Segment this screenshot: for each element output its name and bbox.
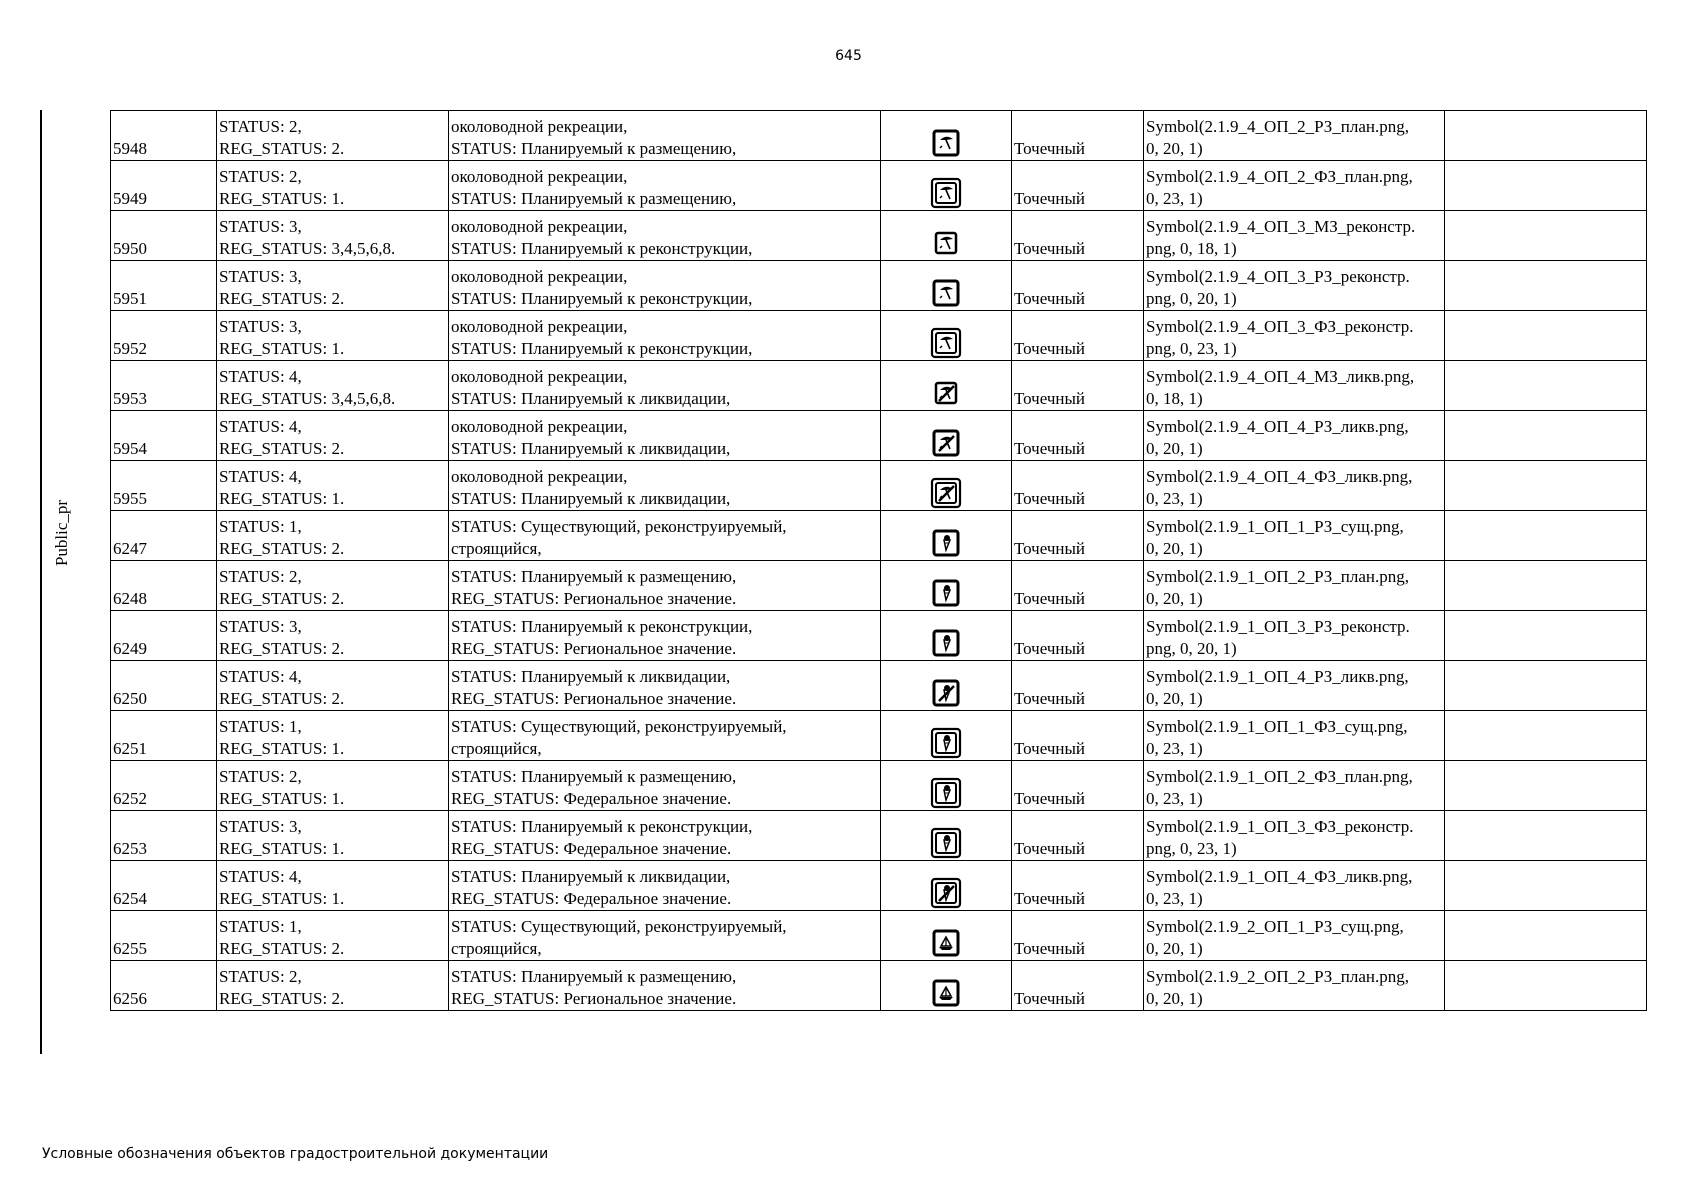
table-row bbox=[111, 511, 1647, 561]
reg-status-value: REG_STATUS: 1. bbox=[219, 189, 345, 208]
table-row bbox=[111, 611, 1647, 661]
status-value: STATUS: 4, bbox=[219, 467, 302, 486]
symbol-cell bbox=[881, 311, 1012, 361]
description-cell bbox=[449, 461, 881, 511]
description-cell bbox=[449, 211, 881, 261]
status-value: STATUS: 4, bbox=[219, 667, 302, 686]
symbol-cell bbox=[881, 961, 1012, 1011]
row-id: 6253 bbox=[111, 811, 217, 861]
description-line-2: строящийся, bbox=[451, 539, 542, 558]
umbrella-crossed-icon bbox=[929, 376, 963, 410]
type-cell: Точечный bbox=[1012, 361, 1144, 411]
description-line-2: REG_STATUS: Федеральное значение. bbox=[451, 889, 732, 908]
symbol-cell bbox=[881, 411, 1012, 461]
file-line-2: 0, 20, 1) bbox=[1146, 989, 1203, 1008]
symbol-cell bbox=[881, 911, 1012, 961]
status-cell bbox=[217, 161, 449, 211]
row-id: 6251 bbox=[111, 711, 217, 761]
type-cell: Точечный bbox=[1012, 161, 1144, 211]
status-cell bbox=[217, 261, 449, 311]
type-cell: Точечный bbox=[1012, 461, 1144, 511]
symbol-cell bbox=[881, 561, 1012, 611]
reg-status-value: REG_STATUS: 2. bbox=[219, 439, 345, 458]
reg-status-value: REG_STATUS: 3,4,5,6,8. bbox=[219, 389, 396, 408]
description-line-1: околоводной рекреации, bbox=[451, 117, 628, 136]
file-line-2: 0, 23, 1) bbox=[1146, 189, 1203, 208]
file-cell bbox=[1144, 161, 1445, 211]
file-line-1: Symbol(2.1.9_2_ОП_1_РЗ_сущ.png, bbox=[1146, 917, 1404, 936]
symbol-cell bbox=[881, 661, 1012, 711]
symbol-cell bbox=[881, 261, 1012, 311]
description-line-1: STATUS: Существующий, реконструируемый, bbox=[451, 517, 787, 536]
file-line-2: 0, 20, 1) bbox=[1146, 689, 1203, 708]
file-cell bbox=[1144, 911, 1445, 961]
description-cell bbox=[449, 261, 881, 311]
status-cell bbox=[217, 561, 449, 611]
file-line-2: png, 0, 20, 1) bbox=[1146, 639, 1237, 658]
empty-cell bbox=[1445, 261, 1647, 311]
status-value: STATUS: 3, bbox=[219, 317, 302, 336]
reg-status-value: REG_STATUS: 2. bbox=[219, 939, 345, 958]
file-line-2: png, 0, 23, 1) bbox=[1146, 839, 1237, 858]
row-id: 5955 bbox=[111, 461, 217, 511]
description-cell bbox=[449, 911, 881, 961]
symbol-cell bbox=[881, 111, 1012, 161]
file-line-1: Symbol(2.1.9_1_ОП_2_РЗ_план.png, bbox=[1146, 567, 1410, 586]
file-cell bbox=[1144, 361, 1445, 411]
status-cell bbox=[217, 711, 449, 761]
description-line-2: STATUS: Планируемый к ликвидации, bbox=[451, 439, 731, 458]
status-cell bbox=[217, 211, 449, 261]
table-row bbox=[111, 811, 1647, 861]
row-id: 6248 bbox=[111, 561, 217, 611]
row-id: 6247 bbox=[111, 511, 217, 561]
description-line-1: STATUS: Существующий, реконструируемый, bbox=[451, 717, 787, 736]
description-line-1: околоводной рекреации, bbox=[451, 467, 628, 486]
description-line-2: STATUS: Планируемый к реконструкции, bbox=[451, 239, 753, 258]
status-cell bbox=[217, 311, 449, 361]
reg-status-value: REG_STATUS: 1. bbox=[219, 339, 345, 358]
reg-status-value: REG_STATUS: 2. bbox=[219, 589, 345, 608]
table-row bbox=[111, 761, 1647, 811]
page-number: 645 bbox=[835, 48, 862, 64]
table-row bbox=[111, 261, 1647, 311]
file-cell bbox=[1144, 411, 1445, 461]
file-line-1: Symbol(2.1.9_4_ОП_2_ФЗ_план.png, bbox=[1146, 167, 1413, 186]
file-cell bbox=[1144, 261, 1445, 311]
type-cell: Точечный bbox=[1012, 611, 1144, 661]
description-line-2: STATUS: Планируемый к размещению, bbox=[451, 139, 737, 158]
file-cell bbox=[1144, 711, 1445, 761]
status-value: STATUS: 3, bbox=[219, 267, 302, 286]
file-line-1: Symbol(2.1.9_1_ОП_2_ФЗ_план.png, bbox=[1146, 767, 1413, 786]
row-id: 5952 bbox=[111, 311, 217, 361]
description-line-1: STATUS: Планируемый к размещению, bbox=[451, 567, 737, 586]
file-cell bbox=[1144, 461, 1445, 511]
status-value: STATUS: 1, bbox=[219, 917, 302, 936]
description-line-1: околоводной рекреации, bbox=[451, 417, 628, 436]
row-id: 5950 bbox=[111, 211, 217, 261]
type-cell: Точечный bbox=[1012, 261, 1144, 311]
table-row bbox=[111, 561, 1647, 611]
description-cell bbox=[449, 161, 881, 211]
description-cell bbox=[449, 811, 881, 861]
row-id: 6255 bbox=[111, 911, 217, 961]
description-line-2: REG_STATUS: Региональное значение. bbox=[451, 639, 737, 658]
file-line-1: Symbol(2.1.9_4_ОП_4_РЗ_ликв.png, bbox=[1146, 417, 1409, 436]
description-line-1: STATUS: Существующий, реконструируемый, bbox=[451, 917, 787, 936]
description-line-1: околоводной рекреации, bbox=[451, 317, 628, 336]
empty-cell bbox=[1445, 711, 1647, 761]
type-cell: Точечный bbox=[1012, 111, 1144, 161]
description-line-2: REG_STATUS: Региональное значение. bbox=[451, 589, 737, 608]
file-line-1: Symbol(2.1.9_4_ОП_3_РЗ_реконстр. bbox=[1146, 267, 1410, 286]
file-line-2: png, 0, 23, 1) bbox=[1146, 339, 1237, 358]
empty-cell bbox=[1445, 111, 1647, 161]
description-cell bbox=[449, 311, 881, 361]
status-cell bbox=[217, 511, 449, 561]
table-row bbox=[111, 661, 1647, 711]
description-line-1: околоводной рекреации, bbox=[451, 217, 628, 236]
row-id: 5948 bbox=[111, 111, 217, 161]
symbol-cell bbox=[881, 461, 1012, 511]
description-line-2: STATUS: Планируемый к реконструкции, bbox=[451, 289, 753, 308]
reg-status-value: REG_STATUS: 1. bbox=[219, 739, 345, 758]
reg-status-value: REG_STATUS: 2. bbox=[219, 689, 345, 708]
table-row bbox=[111, 711, 1647, 761]
reg-status-value: REG_STATUS: 2. bbox=[219, 539, 345, 558]
symbol-cell bbox=[881, 511, 1012, 561]
description-line-1: STATUS: Планируемый к реконструкции, bbox=[451, 817, 753, 836]
reg-status-value: REG_STATUS: 2. bbox=[219, 139, 345, 158]
empty-cell bbox=[1445, 411, 1647, 461]
empty-cell bbox=[1445, 461, 1647, 511]
file-line-2: 0, 18, 1) bbox=[1146, 389, 1203, 408]
symbol-cell bbox=[881, 361, 1012, 411]
row-id: 5953 bbox=[111, 361, 217, 411]
description-cell bbox=[449, 111, 881, 161]
status-cell bbox=[217, 411, 449, 461]
file-line-2: 0, 23, 1) bbox=[1146, 489, 1203, 508]
description-line-2: REG_STATUS: Региональное значение. bbox=[451, 989, 737, 1008]
status-cell bbox=[217, 961, 449, 1011]
file-cell bbox=[1144, 561, 1445, 611]
description-line-1: STATUS: Планируемый к размещению, bbox=[451, 767, 737, 786]
reg-status-value: REG_STATUS: 2. bbox=[219, 289, 345, 308]
file-cell bbox=[1144, 811, 1445, 861]
row-id: 6254 bbox=[111, 861, 217, 911]
file-cell bbox=[1144, 661, 1445, 711]
status-cell bbox=[217, 811, 449, 861]
empty-cell bbox=[1445, 361, 1647, 411]
icecream-crossed-icon bbox=[929, 876, 963, 910]
file-line-1: Symbol(2.1.9_4_ОП_3_ФЗ_реконстр. bbox=[1146, 317, 1414, 336]
empty-cell bbox=[1445, 961, 1647, 1011]
empty-cell bbox=[1445, 561, 1647, 611]
icecream-icon bbox=[929, 826, 963, 860]
empty-cell bbox=[1445, 811, 1647, 861]
umbrella-icon bbox=[929, 126, 963, 160]
reg-status-value: REG_STATUS: 1. bbox=[219, 839, 345, 858]
file-line-1: Symbol(2.1.9_1_ОП_4_РЗ_ликв.png, bbox=[1146, 667, 1409, 686]
file-line-1: Symbol(2.1.9_4_ОП_2_РЗ_план.png, bbox=[1146, 117, 1410, 136]
status-value: STATUS: 2, bbox=[219, 167, 302, 186]
symbol-cell bbox=[881, 761, 1012, 811]
umbrella-crossed-icon bbox=[929, 476, 963, 510]
status-value: STATUS: 1, bbox=[219, 717, 302, 736]
empty-cell bbox=[1445, 661, 1647, 711]
umbrella-icon bbox=[929, 226, 963, 260]
umbrella-crossed-icon bbox=[929, 426, 963, 460]
description-line-2: строящийся, bbox=[451, 739, 542, 758]
icecream-icon bbox=[929, 776, 963, 810]
table-row bbox=[111, 461, 1647, 511]
icecream-icon bbox=[929, 626, 963, 660]
row-id: 6250 bbox=[111, 661, 217, 711]
table-row bbox=[111, 361, 1647, 411]
footer-text: Условные обозначения объектов градостроительной документации bbox=[42, 1146, 549, 1162]
description-cell bbox=[449, 861, 881, 911]
file-line-1: Symbol(2.1.9_4_ОП_4_ФЗ_ликв.png, bbox=[1146, 467, 1413, 486]
row-id: 6256 bbox=[111, 961, 217, 1011]
file-line-1: Symbol(2.1.9_1_ОП_1_РЗ_сущ.png, bbox=[1146, 517, 1404, 536]
file-line-1: Symbol(2.1.9_1_ОП_3_РЗ_реконстр. bbox=[1146, 617, 1410, 636]
file-line-2: 0, 23, 1) bbox=[1146, 789, 1203, 808]
umbrella-icon bbox=[929, 326, 963, 360]
file-line-1: Symbol(2.1.9_1_ОП_1_ФЗ_сущ.png, bbox=[1146, 717, 1408, 736]
description-cell bbox=[449, 761, 881, 811]
icecream-icon bbox=[929, 726, 963, 760]
table-row bbox=[111, 911, 1647, 961]
type-cell: Точечный bbox=[1012, 861, 1144, 911]
empty-cell bbox=[1445, 761, 1647, 811]
reg-status-value: REG_STATUS: 1. bbox=[219, 889, 345, 908]
status-value: STATUS: 4, bbox=[219, 417, 302, 436]
status-value: STATUS: 4, bbox=[219, 867, 302, 886]
type-cell: Точечный bbox=[1012, 961, 1144, 1011]
file-cell bbox=[1144, 861, 1445, 911]
umbrella-icon bbox=[929, 176, 963, 210]
file-line-2: 0, 23, 1) bbox=[1146, 739, 1203, 758]
file-line-1: Symbol(2.1.9_1_ОП_3_ФЗ_реконстр. bbox=[1146, 817, 1414, 836]
reg-status-value: REG_STATUS: 3,4,5,6,8. bbox=[219, 239, 396, 258]
empty-cell bbox=[1445, 911, 1647, 961]
symbol-cell bbox=[881, 861, 1012, 911]
type-cell: Точечный bbox=[1012, 311, 1144, 361]
file-line-2: 0, 20, 1) bbox=[1146, 589, 1203, 608]
description-cell bbox=[449, 611, 881, 661]
description-line-1: околоводной рекреации, bbox=[451, 267, 628, 286]
file-cell bbox=[1144, 311, 1445, 361]
type-cell: Точечный bbox=[1012, 711, 1144, 761]
status-cell bbox=[217, 761, 449, 811]
description-cell bbox=[449, 361, 881, 411]
file-cell bbox=[1144, 111, 1445, 161]
description-line-1: STATUS: Планируемый к реконструкции, bbox=[451, 617, 753, 636]
type-cell: Точечный bbox=[1012, 911, 1144, 961]
file-cell bbox=[1144, 961, 1445, 1011]
icecream-icon bbox=[929, 576, 963, 610]
file-line-2: 0, 20, 1) bbox=[1146, 139, 1203, 158]
file-line-2: png, 0, 20, 1) bbox=[1146, 289, 1237, 308]
file-cell bbox=[1144, 511, 1445, 561]
description-cell bbox=[449, 961, 881, 1011]
symbols-table bbox=[110, 110, 1647, 1011]
description-line-2: строящийся, bbox=[451, 939, 542, 958]
file-line-2: 0, 23, 1) bbox=[1146, 889, 1203, 908]
symbol-cell bbox=[881, 711, 1012, 761]
status-value: STATUS: 4, bbox=[219, 367, 302, 386]
description-line-1: STATUS: Планируемый к ликвидации, bbox=[451, 667, 731, 686]
reg-status-value: REG_STATUS: 2. bbox=[219, 639, 345, 658]
empty-cell bbox=[1445, 161, 1647, 211]
type-cell: Точечный bbox=[1012, 811, 1144, 861]
status-cell bbox=[217, 461, 449, 511]
row-id: 6252 bbox=[111, 761, 217, 811]
file-cell bbox=[1144, 211, 1445, 261]
status-cell bbox=[217, 661, 449, 711]
description-line-2: STATUS: Планируемый к ликвидации, bbox=[451, 389, 731, 408]
description-cell bbox=[449, 561, 881, 611]
row-id: 6249 bbox=[111, 611, 217, 661]
table-row bbox=[111, 111, 1647, 161]
margin-rule bbox=[40, 110, 42, 1054]
ship-icon bbox=[929, 976, 963, 1010]
row-id: 5951 bbox=[111, 261, 217, 311]
icecream-crossed-icon bbox=[929, 676, 963, 710]
description-line-1: околоводной рекреации, bbox=[451, 367, 628, 386]
description-line-2: REG_STATUS: Региональное значение. bbox=[451, 689, 737, 708]
file-line-2: png, 0, 18, 1) bbox=[1146, 239, 1237, 258]
status-cell bbox=[217, 911, 449, 961]
status-cell bbox=[217, 361, 449, 411]
status-value: STATUS: 2, bbox=[219, 967, 302, 986]
file-line-1: Symbol(2.1.9_1_ОП_4_ФЗ_ликв.png, bbox=[1146, 867, 1413, 886]
status-value: STATUS: 3, bbox=[219, 217, 302, 236]
status-value: STATUS: 3, bbox=[219, 617, 302, 636]
description-line-1: STATUS: Планируемый к размещению, bbox=[451, 967, 737, 986]
description-cell bbox=[449, 661, 881, 711]
description-line-2: STATUS: Планируемый к размещению, bbox=[451, 189, 737, 208]
description-line-1: околоводной рекреации, bbox=[451, 167, 628, 186]
symbol-cell bbox=[881, 611, 1012, 661]
table-row bbox=[111, 311, 1647, 361]
empty-cell bbox=[1445, 311, 1647, 361]
file-line-2: 0, 20, 1) bbox=[1146, 439, 1203, 458]
status-cell bbox=[217, 611, 449, 661]
type-cell: Точечный bbox=[1012, 511, 1144, 561]
file-cell bbox=[1144, 761, 1445, 811]
type-cell: Точечный bbox=[1012, 561, 1144, 611]
empty-cell bbox=[1445, 511, 1647, 561]
table-row bbox=[111, 161, 1647, 211]
status-value: STATUS: 2, bbox=[219, 567, 302, 586]
reg-status-value: REG_STATUS: 1. bbox=[219, 489, 345, 508]
side-label: Public_pr bbox=[52, 499, 71, 567]
status-value: STATUS: 2, bbox=[219, 117, 302, 136]
umbrella-icon bbox=[929, 276, 963, 310]
file-line-1: Symbol(2.1.9_2_ОП_2_РЗ_план.png, bbox=[1146, 967, 1410, 986]
type-cell: Точечный bbox=[1012, 661, 1144, 711]
empty-cell bbox=[1445, 611, 1647, 661]
reg-status-value: REG_STATUS: 1. bbox=[219, 789, 345, 808]
icecream-icon bbox=[929, 526, 963, 560]
symbol-cell bbox=[881, 811, 1012, 861]
description-line-2: REG_STATUS: Федеральное значение. bbox=[451, 839, 732, 858]
status-cell bbox=[217, 111, 449, 161]
file-line-1: Symbol(2.1.9_4_ОП_3_МЗ_реконстр. bbox=[1146, 217, 1416, 236]
description-line-2: REG_STATUS: Федеральное значение. bbox=[451, 789, 732, 808]
type-cell: Точечный bbox=[1012, 211, 1144, 261]
symbol-cell bbox=[881, 211, 1012, 261]
file-line-2: 0, 20, 1) bbox=[1146, 539, 1203, 558]
table-row bbox=[111, 961, 1647, 1011]
status-value: STATUS: 2, bbox=[219, 767, 302, 786]
row-id: 5954 bbox=[111, 411, 217, 461]
table-row bbox=[111, 861, 1647, 911]
description-line-2: STATUS: Планируемый к реконструкции, bbox=[451, 339, 753, 358]
description-line-1: STATUS: Планируемый к ликвидации, bbox=[451, 867, 731, 886]
description-line-2: STATUS: Планируемый к ликвидации, bbox=[451, 489, 731, 508]
row-id: 5949 bbox=[111, 161, 217, 211]
description-cell bbox=[449, 411, 881, 461]
empty-cell bbox=[1445, 861, 1647, 911]
ship-icon bbox=[929, 926, 963, 960]
table-row bbox=[111, 211, 1647, 261]
file-cell bbox=[1144, 611, 1445, 661]
table-row bbox=[111, 411, 1647, 461]
file-line-1: Symbol(2.1.9_4_ОП_4_МЗ_ликв.png, bbox=[1146, 367, 1415, 386]
description-cell bbox=[449, 711, 881, 761]
symbol-cell bbox=[881, 161, 1012, 211]
reg-status-value: REG_STATUS: 2. bbox=[219, 989, 345, 1008]
description-cell bbox=[449, 511, 881, 561]
status-value: STATUS: 1, bbox=[219, 517, 302, 536]
type-cell: Точечный bbox=[1012, 411, 1144, 461]
status-cell bbox=[217, 861, 449, 911]
type-cell: Точечный bbox=[1012, 761, 1144, 811]
status-value: STATUS: 3, bbox=[219, 817, 302, 836]
empty-cell bbox=[1445, 211, 1647, 261]
file-line-2: 0, 20, 1) bbox=[1146, 939, 1203, 958]
